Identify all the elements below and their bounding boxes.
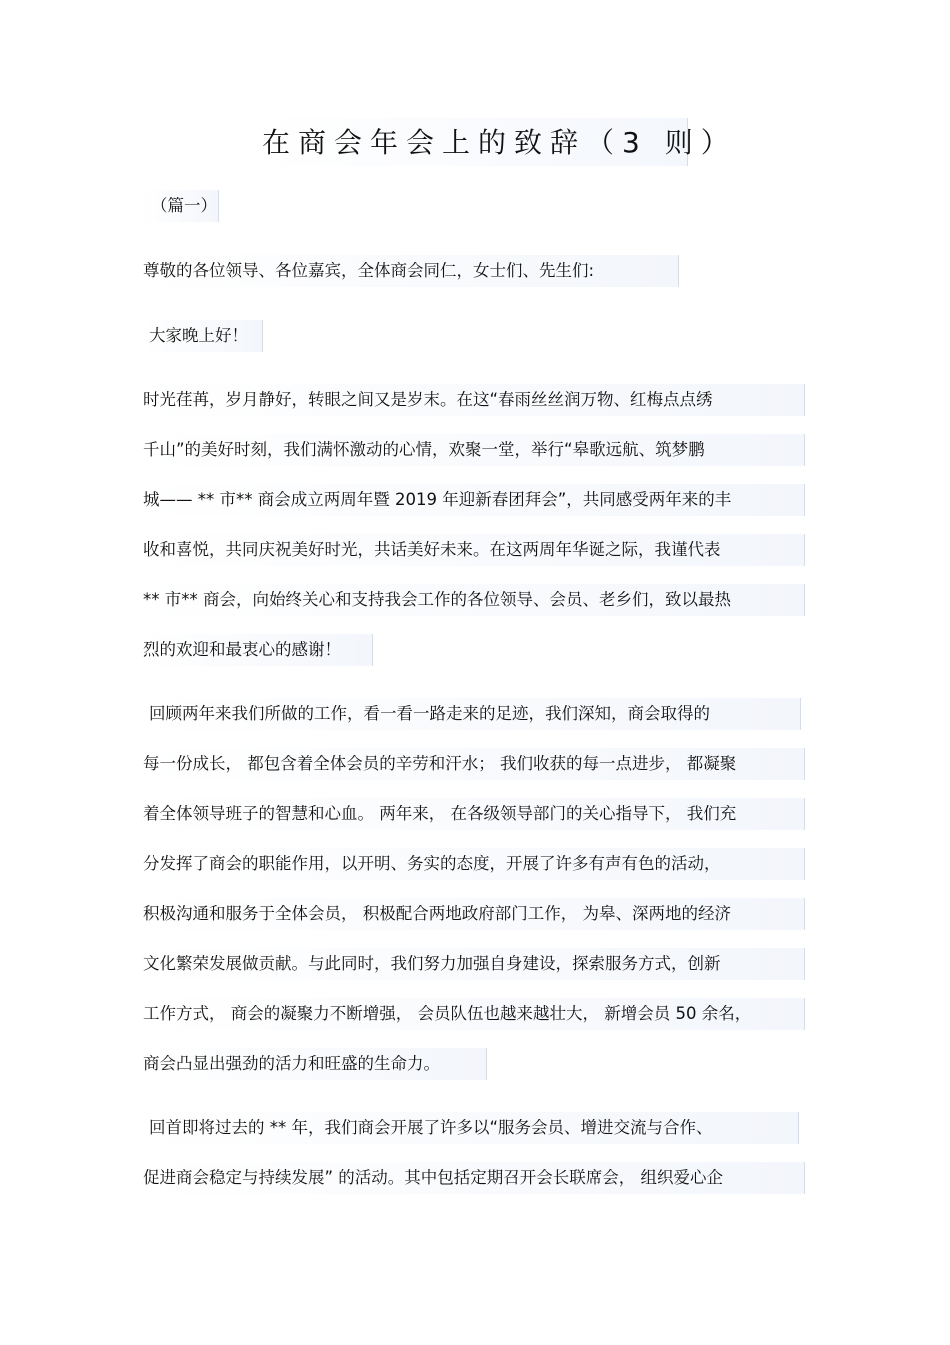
paragraph2-line: 分发挥了商会的职能作用，以开明、务实的态度，开展了许多有声有色的活动， <box>143 848 805 880</box>
paragraph1-line: 烈的欢迎和最衷心的感谢！ <box>143 634 373 666</box>
paragraph2-line: 回顾两年来我们所做的工作，看一看一路走来的足迹，我们深知，商会取得的 <box>143 698 801 730</box>
paragraph2-line: 工作方式， 商会的凝聚力不断增强， 会员队伍也越来越壮大， 新增会员 50 余名， <box>143 998 805 1030</box>
section-heading: （篇一） <box>143 190 219 222</box>
paragraph2-line: 每一份成长， 都包含着全体会员的辛劳和汗水； 我们收获的每一点进步， 都凝聚 <box>143 748 805 780</box>
paragraph1-line: 收和喜悦，共同庆祝美好时光，共话美好未来。在这两周年华诞之际，我谨代表 <box>143 534 805 566</box>
salutation: 尊敬的各位领导、各位嘉宾，全体商会同仁，女士们、先生们: <box>143 255 679 287</box>
paragraph2-line: 商会凸显出强劲的活力和旺盛的生命力。 <box>143 1048 487 1080</box>
paragraph2-line: 着全体领导班子的智慧和心血。 两年来， 在各级领导部门的关心指导下， 我们充 <box>143 798 805 830</box>
greeting: 大家晚上好！ <box>143 320 263 352</box>
paragraph1-line: 时光荏苒，岁月静好，转眼之间又是岁末。在这“春雨丝丝润万物、红梅点点绣 <box>143 384 805 416</box>
paragraph1-line: ** 市** 商会，向始终关心和支持我会工作的各位领导、会员、老乡们，致以最热 <box>143 584 805 616</box>
paragraph2-line: 积极沟通和服务于全体会员， 积极配合两地政府部门工作， 为皋、深两地的经济 <box>143 898 805 930</box>
paragraph3-line: 回首即将过去的 ** 年，我们商会开展了许多以“服务会员、增进交流与合作、 <box>143 1112 799 1144</box>
document-title: 在商会年会上的致辞（3 则） <box>260 118 688 166</box>
paragraph1-line: 城—— ** 市** 商会成立两周年暨 2019 年迎新春团拜会”，共同感受两年来的丰 <box>143 484 805 516</box>
paragraph1-line: 千山”的美好时刻，我们满怀激动的心情，欢聚一堂，举行“皋歌远航、筑梦鹏 <box>143 434 805 466</box>
paragraph2-line: 文化繁荣发展做贡献。与此同时，我们努力加强自身建设，探索服务方式，创新 <box>143 948 805 980</box>
paragraph3-line: 促进商会稳定与持续发展” 的活动。其中包括定期召开会长联席会， 组织爱心企 <box>143 1162 805 1194</box>
